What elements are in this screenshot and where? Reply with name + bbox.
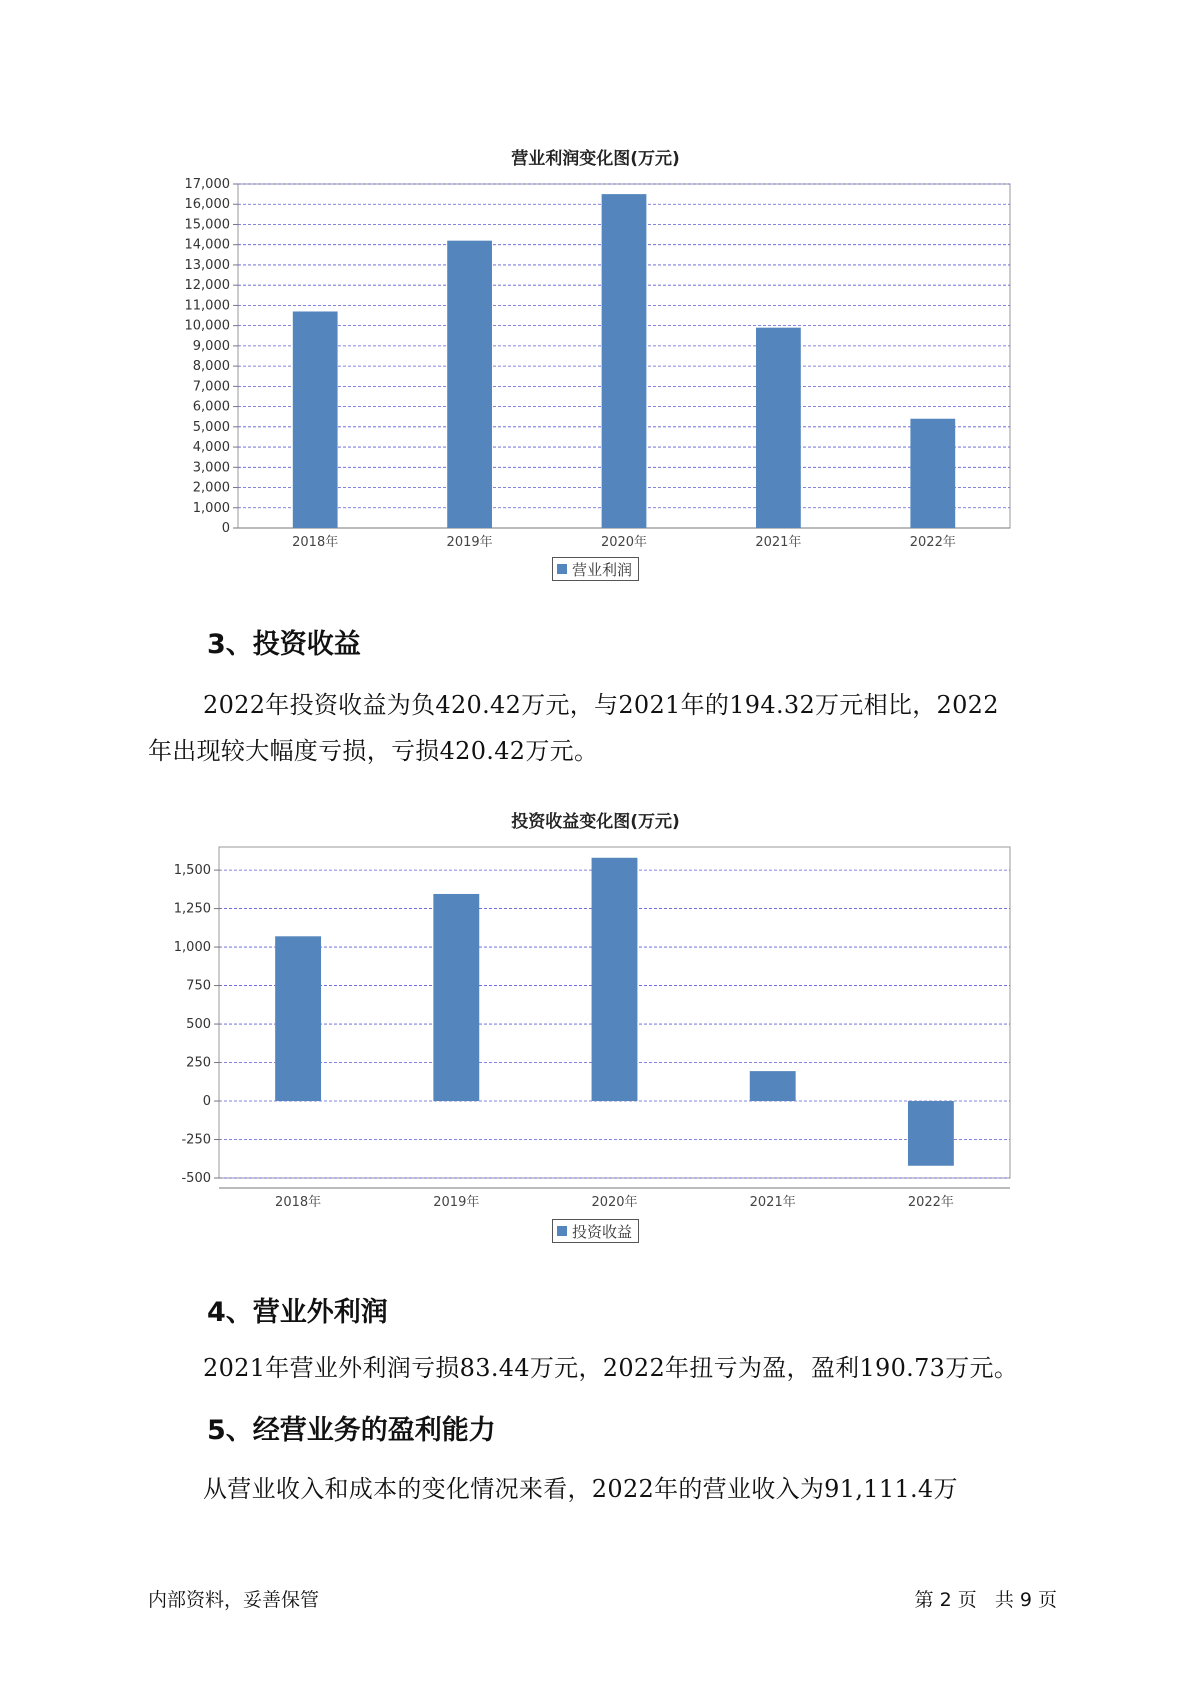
legend-swatch <box>557 1226 567 1236</box>
y-tick-label: 15,000 <box>184 217 230 233</box>
chart-legend-investment-income <box>552 1219 639 1243</box>
y-tick-label: 0 <box>202 1094 211 1110</box>
y-tick-label: 4,000 <box>192 440 230 456</box>
y-tick-label: 7,000 <box>192 379 230 395</box>
legend-label: 营业利润 <box>572 560 633 579</box>
y-tick-label: -500 <box>181 1171 211 1186</box>
x-tick-label: 2019年 <box>446 535 493 550</box>
y-tick-label: 1,000 <box>192 500 230 516</box>
y-tick-label: 1,250 <box>173 901 211 917</box>
chart-title-operating-profit: 营业利润变化图(万元) <box>511 149 680 169</box>
y-tick-label: 250 <box>186 1055 211 1071</box>
bar <box>592 858 638 1101</box>
legend-label: 投资收益 <box>572 1222 633 1241</box>
bar <box>433 894 479 1101</box>
x-tick-label: 2018年 <box>275 1195 322 1210</box>
y-tick-label: -250 <box>181 1132 211 1148</box>
y-tick-label: 1,500 <box>173 863 211 879</box>
x-tick-label: 2022年 <box>907 1195 954 1210</box>
y-tick-label: 750 <box>186 978 211 994</box>
paragraph-line: 2021年营业外利润亏损83.44万元，2022年扭亏为盈，盈利190.73万元。 <box>203 1354 1019 1382</box>
x-tick-label: 2021年 <box>749 1195 796 1210</box>
y-tick-label: 0 <box>221 521 230 536</box>
x-tick-label: 2020年 <box>591 1195 638 1210</box>
x-tick-label: 2021年 <box>755 535 802 550</box>
x-tick-label: 2020年 <box>600 535 648 550</box>
bar <box>750 1071 796 1101</box>
y-tick-label: 5,000 <box>192 419 230 435</box>
bar <box>908 1101 954 1166</box>
paragraph-line: 2022年投资收益为负420.42万元，与2021年的194.32万元相比，2022 <box>203 691 999 719</box>
section-heading-profitability: 5、经营业务的盈利能力 <box>207 1415 496 1446</box>
y-tick-label: 2,000 <box>192 480 230 496</box>
footer-confidential-note: 内部资料，妥善保管 <box>148 1589 320 1611</box>
y-tick-label: 12,000 <box>184 278 230 294</box>
x-tick-label: 2018年 <box>292 535 339 550</box>
y-tick-label: 1,000 <box>173 940 211 956</box>
y-tick-label: 9,000 <box>192 338 230 354</box>
x-tick-label: 2019年 <box>433 1195 480 1210</box>
chart-title-investment-income: 投资收益变化图(万元) <box>511 812 680 832</box>
paragraph-line: 从营业收入和成本的变化情况来看，2022年的营业收入为91,111.4万 <box>203 1475 958 1503</box>
y-tick-label: 13,000 <box>184 257 230 273</box>
section-heading-investment-income: 3、投资收益 <box>207 629 361 660</box>
x-tick-label: 2022年 <box>909 535 956 550</box>
bar <box>275 936 321 1101</box>
y-tick-label: 17,000 <box>184 177 230 192</box>
y-tick-label: 10,000 <box>184 318 230 334</box>
y-tick-label: 6,000 <box>192 399 230 415</box>
section-heading-non-operating-profit: 4、营业外利润 <box>207 1297 388 1328</box>
y-tick-label: 14,000 <box>184 237 230 253</box>
y-tick-label: 8,000 <box>192 359 230 375</box>
y-tick-label: 11,000 <box>184 298 230 314</box>
y-tick-label: 16,000 <box>184 197 230 213</box>
paragraph-line: 年出现较大幅度亏损，亏损420.42万元。 <box>148 737 599 765</box>
y-tick-label: 500 <box>186 1017 211 1033</box>
footer-page-number: 第 2 页 共 9 页 <box>914 1589 1057 1611</box>
y-tick-label: 3,000 <box>192 460 230 476</box>
